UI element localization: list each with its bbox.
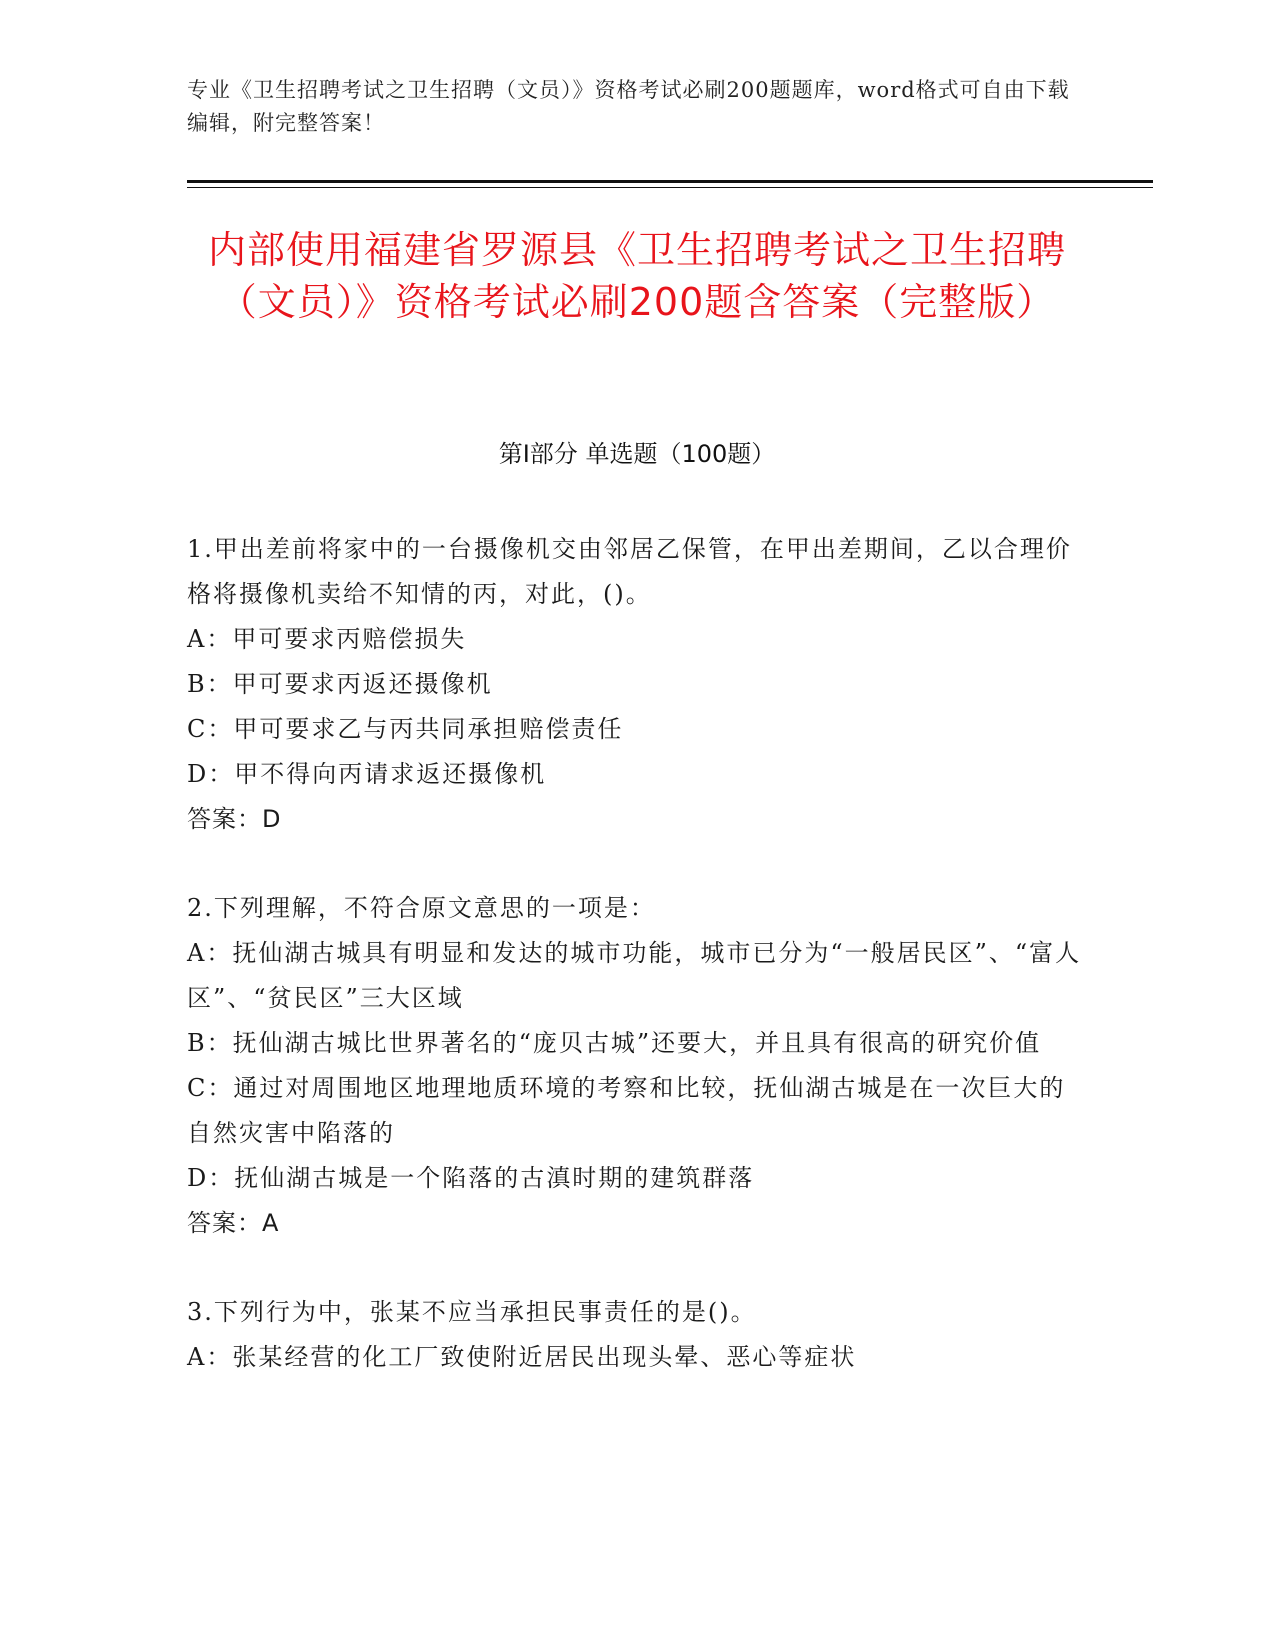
option-a: A：抚仙湖古城具有明显和发达的城市功能，城市已分为“一般居民区”、“富人区”、“贫民区”三大区域	[187, 939, 1082, 1012]
option-c: C：甲可要求乙与丙共同承担赔偿责任	[187, 715, 624, 743]
section-heading: 第Ⅰ部分 单选题（100题）	[498, 440, 776, 468]
answer-line: 答案：A	[187, 1209, 280, 1237]
option-c: C：通过对周围地区地理地质环境的考察和比较，抚仙湖古城是在一次巨大的自然灾害中陷落的	[187, 1074, 1066, 1147]
question-list	[187, 527, 1087, 1424]
question-3	[187, 1290, 1087, 1380]
question-stem: 2.下列理解，不符合原文意思的一项是：	[187, 894, 656, 922]
question-stem: 1.甲出差前将家中的一台摄像机交由邻居乙保管，在甲出差期间，乙以合理价格将摄像机卖给不知情的丙，对此，()。	[187, 535, 1072, 608]
option-b: B：甲可要求丙返还摄像机	[187, 670, 493, 698]
option-d: D：甲不得向丙请求返还摄像机	[187, 760, 547, 788]
option-b: B：抚仙湖古城比世界著名的“庞贝古城”还要大，并且具有很高的研究价值	[187, 1029, 1042, 1057]
document-title: 内部使用福建省罗源县《卫生招聘考试之卫生招聘（文员）》资格考试必刷200题含答案（完整版）	[207, 228, 1066, 324]
header-rule-thick	[187, 180, 1153, 183]
header-rule-thin	[187, 187, 1153, 188]
answer-line: 答案：D	[187, 805, 282, 833]
question-2	[187, 886, 1087, 1246]
option-d: D：抚仙湖古城是一个陷落的古滇时期的建筑群落	[187, 1164, 755, 1192]
question-1	[187, 527, 1087, 842]
option-a: A：张某经营的化工厂致使附近居民出现头晕、恶心等症状	[187, 1343, 857, 1371]
question-stem: 3.下列行为中，张某不应当承担民事责任的是()。	[187, 1298, 757, 1326]
option-a: A：甲可要求丙赔偿损失	[187, 625, 467, 653]
header-note: 专业《卫生招聘考试之卫生招聘（文员）》资格考试必刷200题题库，word格式可自由下载编辑，附完整答案！	[187, 78, 1070, 135]
